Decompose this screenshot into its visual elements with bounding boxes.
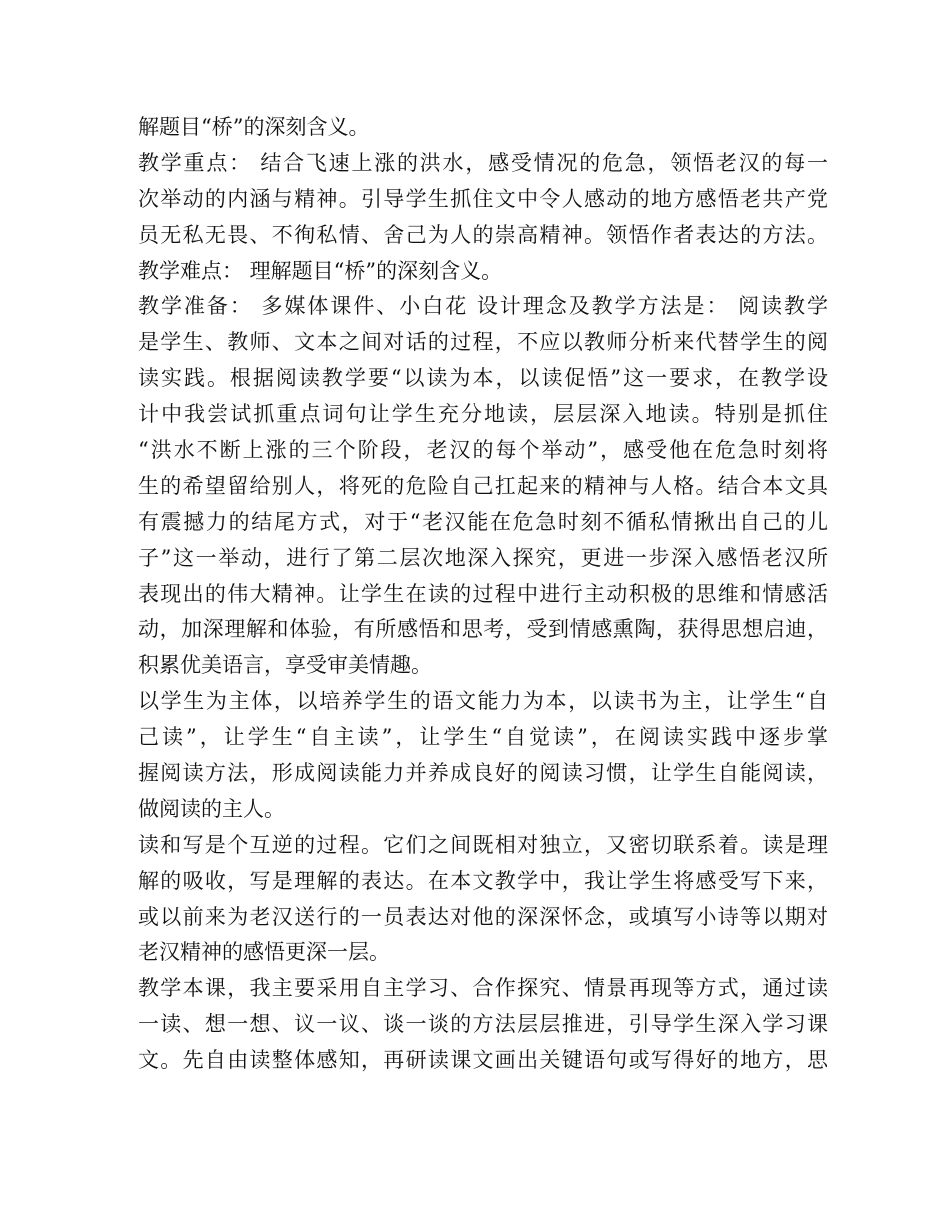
text-line: 解题目“桥”的深刻含义。 [138, 115, 370, 139]
text-line: 是学生、教师、文本之间对话的过程，不应以教师分析来代替学生的阅 [138, 330, 828, 355]
text-line: 教学难点： 理解题目“桥”的深刻含义。 [138, 258, 503, 283]
text-line: 次举动的内涵与精神。引导学生抓住文中令人感动的地方感悟老共产党 [138, 186, 828, 211]
text-line: 文。先自由读整体感知，再研读课文画出关键语句或写得好的地方，思 [138, 1048, 828, 1073]
text-line: 有震撼力的结尾方式，对于“老汉能在危急时刻不循私情揪出自己的儿 [138, 509, 828, 534]
text-line: “洪水不断上涨的三个阶段，老汉的每个举动”，感受他在危急时刻将 [138, 438, 828, 463]
text-line: 解的吸收，写是理解的表达。在本文教学中，我让学生将感受写下来， [138, 868, 828, 893]
text-line: 读实践。根据阅读教学要“以读为本，以读促悟”这一要求，在教学设 [138, 366, 828, 391]
text-line: 员无私无畏、不徇私情、舍己为人的崇高精神。领悟作者表达的方法。 [138, 222, 828, 247]
text-line: 老汉精神的感悟更深一层。 [138, 940, 390, 965]
text-line: 生的希望留给别人，将死的危险自己扛起来的精神与人格。结合本文具 [138, 473, 828, 498]
text-line: 己读”，让学生“自主读”，让学生“自觉读”，在阅读实践中逐步掌 [138, 725, 828, 750]
text-line: 一读、想一想、议一议、谈一谈的方法层层推进，引导学生深入学习课 [138, 1012, 828, 1037]
text-line: 表现出的伟大精神。让学生在读的过程中进行主动积极的思维和情感活 [138, 581, 828, 606]
text-line: 教学准备： 多媒体课件、小白花 设计理念及教学方法是： 阅读教学 [138, 294, 828, 319]
text-line: 积累优美语言，享受审美情趣。 [138, 653, 432, 678]
text-line: 做阅读的主人。 [138, 796, 285, 821]
text-line: 或以前来为老汉送行的一员表达对他的深深怀念，或填写小诗等以期对 [138, 904, 828, 929]
text-line: 计中我尝试抓重点词句让学生充分地读，层层深入地读。特别是抓住 [138, 402, 828, 427]
text-line: 握阅读方法，形成阅读能力并养成良好的阅读习惯，让学生自能阅读， [138, 761, 828, 786]
text-line: 子”这一举动，进行了第二层次地深入探究，更进一步深入感悟老汉所 [138, 545, 828, 570]
document-body [138, 110, 828, 1079]
text-line: 教学本课，我主要采用自主学习、合作探究、情景再现等方式，通过读 [138, 976, 828, 1001]
text-line: 读和写是个互逆的过程。它们之间既相对独立，又密切联系着。读是理 [138, 832, 828, 857]
text-line: 教学重点： 结合飞速上涨的洪水，感受情况的危急，领悟老汉的每一 [138, 150, 828, 175]
text-line: 以学生为主体，以培养学生的语文能力为本，以读书为主，让学生“自 [138, 689, 828, 714]
text-line: 动，加深理解和体验，有所感悟和思考，受到情感熏陶，获得思想启迪， [138, 617, 828, 642]
